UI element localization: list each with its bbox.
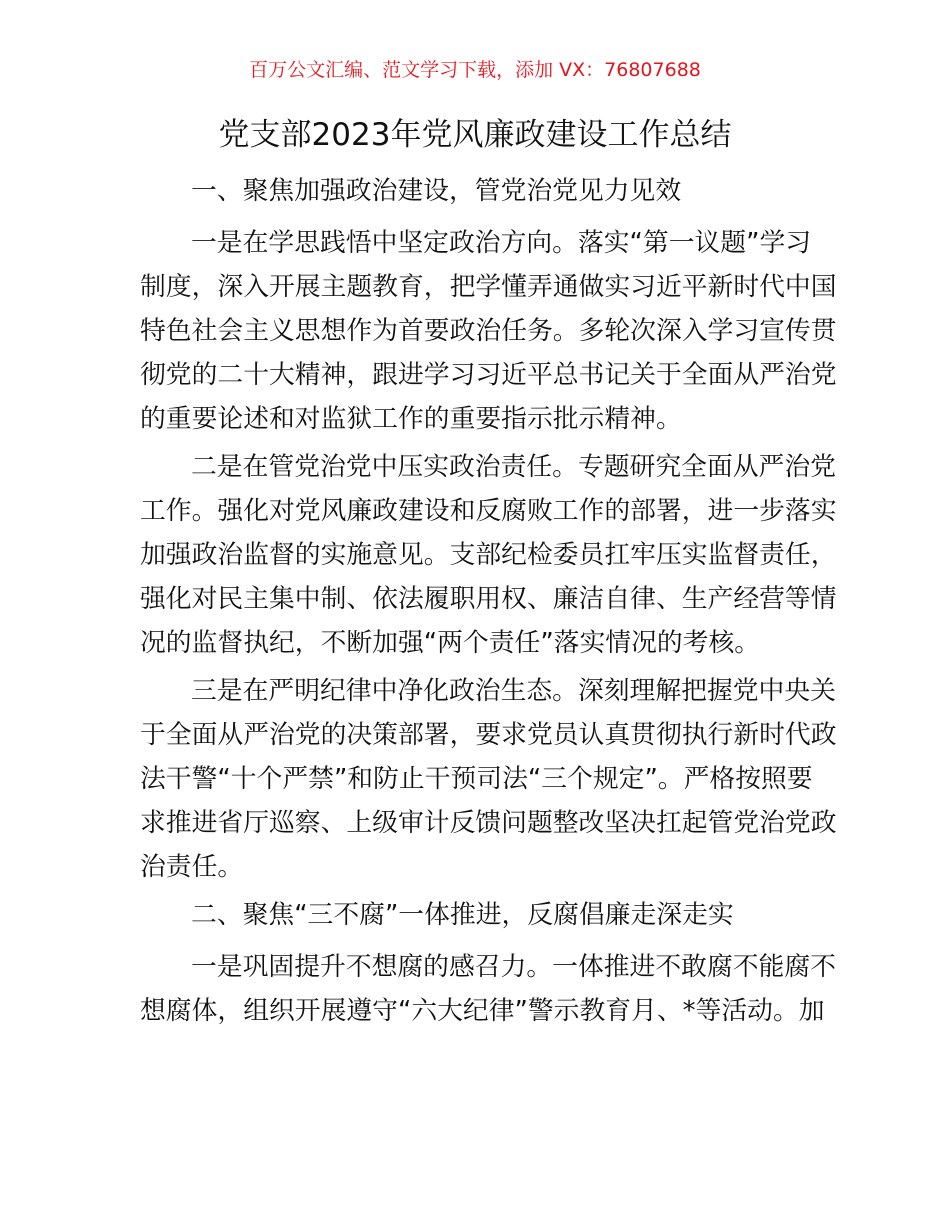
- paragraph-line: 制度，深入开展主题教育，把学懂弄通做实习近平新时代中国: [140, 272, 837, 302]
- paragraph-line: 的重要论述和对监狱工作的重要指示批示精神。: [140, 404, 682, 434]
- paragraph: [140, 445, 837, 665]
- document-body: [140, 169, 837, 1033]
- paragraph-line: 彻党的二十大精神，跟进学习习近平总书记关于全面从严治党: [140, 360, 837, 390]
- paragraph-line: 想腐体，组织开展遵守“六大纪律”警示教育月、*等活动。加: [140, 996, 825, 1026]
- watermark-header: 百万公文汇编、范文学习下载，添加 VX：76807688: [249, 59, 701, 81]
- paragraph: [140, 221, 837, 441]
- paragraph-line: 加强政治监督的实施意见。支部纪检委员扛牢压实监督责任，: [140, 540, 837, 570]
- paragraph-line: 特色社会主义思想作为首要政治任务。多轮次深入学习宣传贯: [140, 316, 837, 346]
- paragraph-line: 求推进省厅巡察、上级审计反馈问题整改坚决扛起管党治党政: [140, 808, 837, 838]
- paragraph: [140, 945, 836, 1033]
- paragraph: [140, 669, 837, 889]
- paragraph-line: 一是巩固提升不想腐的感召力。一体推进不敢腐不能腐不: [191, 952, 836, 982]
- paragraph-line: 强化对民主集中制、依法履职用权、廉洁自律、生产经营等情: [140, 584, 837, 614]
- paragraph-line: 治责任。: [140, 852, 244, 882]
- paragraph-line: 一是在学思践悟中坚定政治方向。落实“第一议题”学习: [191, 228, 812, 258]
- section-heading: 一、聚焦加强政治建设，管党治党见力见效: [191, 176, 682, 206]
- paragraph-line: 法干警“十个严禁”和防止干预司法“三个规定”。严格按照要: [140, 764, 813, 794]
- paragraph-line: 三是在严明纪律中净化政治生态。深刻理解把握党中央关: [191, 676, 836, 706]
- paragraph-line: 于全面从严治党的决策部署，要求党员认真贯彻执行新时代政: [140, 720, 837, 750]
- paragraph-line: 工作。强化对党风廉政建设和反腐败工作的部署，进一步落实: [140, 496, 837, 526]
- document-title: 党支部2023年党风廉政建设工作总结: [218, 117, 732, 153]
- paragraph-line: 二是在管党治党中压实政治责任。专题研究全面从严治党: [191, 452, 836, 482]
- section-heading: 二、聚焦“三不腐”一体推进，反腐倡廉走深走实: [191, 900, 734, 930]
- paragraph-line: 况的监督执纪，不断加强“两个责任”落实情况的考核。: [140, 628, 761, 658]
